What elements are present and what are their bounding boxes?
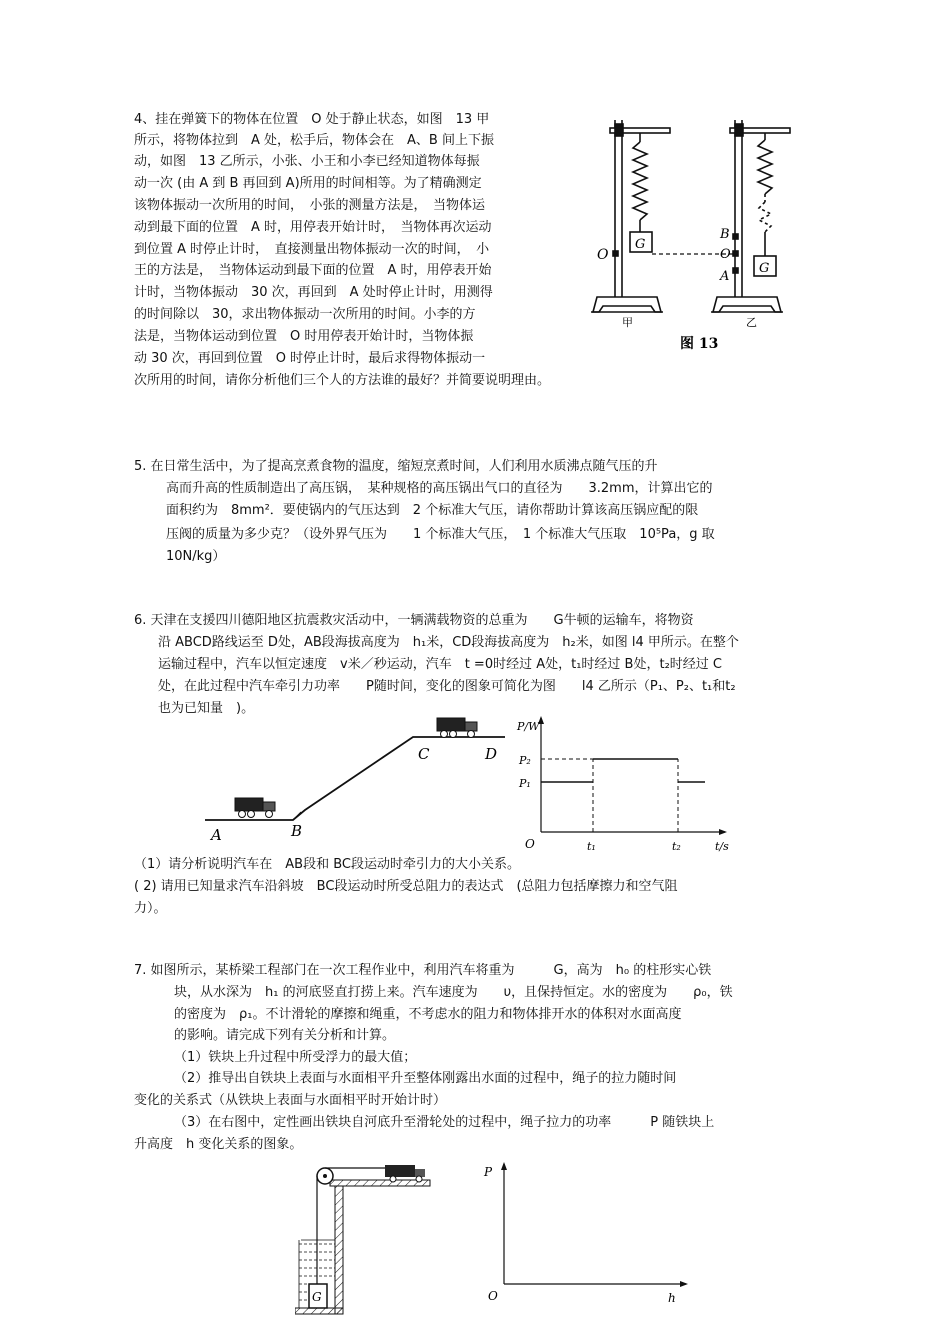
label-O-left: O [597, 247, 609, 263]
q4-line: 的时间除以 30，求出物体振动一次所用的时间。小李的方 [134, 307, 476, 322]
label-G-right: G [759, 261, 770, 276]
label-G-block: G [312, 1290, 322, 1304]
q6-line: 也为已知量 )。 [158, 701, 255, 716]
q4-line: 动到最下面的位置 A 时，用停表开始计时， 当物体再次运动 [134, 220, 492, 235]
label-A: A [720, 269, 730, 284]
road-label-B: B [291, 822, 303, 840]
q4-line: 法是，当物体运动到位置 O 时用停表开始计时，当物体振 [134, 329, 474, 344]
q7-line: （1）铁块上升过程中所受浮力的最大值； [174, 1050, 417, 1065]
q5-line: 5. 在日常生活中，为了提高烹煮食物的温度，缩短烹煮时间，人们利用水质沸点随气压的升 [134, 459, 658, 474]
axis-label-h: h [668, 1291, 676, 1305]
q4-line: 4、挂在弹簧下的物体在位置 O 处于静止状态，如图 13 甲 [134, 112, 490, 127]
x-tick-label: t₁ [587, 840, 596, 853]
q5-line: 高而升高的性质制造出了高压锅， 某种规格的高压锅出气口的直径为 3.2mm，计算出它的 [166, 481, 713, 496]
q4-line: 该物体振动一次所用的时间， 小张的测量方法是， 当物体运 [134, 198, 486, 213]
q6-line: 6. 天津在支援四川德阳地区抗震救灾活动中，一辆满载物资的总重为 G牛顿的运输车，将物资 [134, 613, 694, 628]
x-tick-label: t₂ [672, 840, 681, 853]
truck-on-bridge [385, 1165, 425, 1182]
axis-label-O: O [488, 1289, 498, 1303]
q6-sub1: （1）请分析说明汽车在 AB段和 BC段运动时牵引力的大小关系。 [134, 857, 520, 872]
y-axis-label: P/W [517, 720, 540, 733]
q6-line: 处，在此过程中汽车牵引力功率 P随时间，变化的图象可简化为图 l4 乙所示（P₁、P₂、t₁和t₂ [158, 679, 736, 694]
pier [335, 1186, 343, 1314]
figure-caption: 图 13 [680, 336, 719, 352]
q6-line: 运输过程中，汽车以恒定速度 v米／秒运动，汽车 t =0时经过 A处，t₁时经过 B处，t₂时经过 C [158, 657, 722, 672]
q7-line: （2）推导出自铁块上表面与水面相平升至整体刚露出水面的过程中，绳子的拉力随时间 [174, 1071, 677, 1086]
q7-line: 的密度为 ρ₁。不计滑轮的摩擦和绳重，不考虑水的阻力和物体排开水的体积对水面高度 [174, 1007, 682, 1022]
y-tick-label: P₂ [519, 754, 531, 767]
left-stand [591, 120, 670, 312]
q4-line: 计时，当物体振动 30 次，再回到 A 处时停止计时，用测得 [134, 285, 493, 300]
salvage-diagram [295, 1160, 445, 1320]
q4-line: 动，如图 13 乙所示，小张、小王和小李已经知道物体每振 [134, 154, 480, 169]
q4-line: 到位置 A 时停止计时， 直接测量出物体振动一次的时间， 小 [134, 242, 490, 257]
q7-line: 升高度 h 变化关系的图象。 [134, 1137, 303, 1152]
label-jia: 甲 [622, 316, 633, 329]
q6-line: 沿 ABCD路线运至 D处，AB段海拔高度为 h₁米，CD段海拔高度为 h₂米，如图 l4 甲所示。在整个 [158, 635, 739, 650]
q6-sub2-line: 力）。 [134, 901, 167, 916]
q6-sub2-line: ( 2) 请用已知量求汽车沿斜坡 BC段运动时所受总阻力的表达式 (总阻力包括摩擦力和空气阻 [134, 879, 678, 894]
q4-line: 所示，将物体拉到 A 处，松手后，物体会在 A、B 间上下振 [134, 133, 494, 148]
road-label-D: D [485, 745, 498, 763]
label-G-left: G [635, 237, 646, 252]
q4-line: 动 30 次，再回到位置 O 时停止计时，最后求得物体振动一 [134, 351, 486, 366]
riverbed [295, 1308, 343, 1314]
y-tick-label: P₁ [519, 777, 531, 790]
q4-line: 次所用的时间，请你分析他们三个人的方法谁的最好？并简要说明理由。 [134, 373, 551, 388]
q7-line: 的影响。请完成下列有关分析和计算。 [174, 1028, 396, 1043]
figure-14-road-diagram [205, 712, 515, 852]
road-label-A: A [211, 826, 222, 844]
q7-line: 变化的关系式（从铁块上表面与水面相平时开始计时） [134, 1093, 447, 1108]
q5-line: 10N/kg） [166, 549, 226, 564]
road-label-C: C [418, 745, 430, 763]
power-time-chart [515, 712, 750, 857]
label-O-right: O [720, 247, 731, 262]
label-yi: 乙 [746, 316, 757, 329]
q4-line: 动一次 (由 A 到 B 再回到 A)所用的时间相等。为了精确测定 [134, 176, 482, 191]
x-axis-label: t/s [715, 840, 729, 853]
q4-line: 王的方法是， 当物体运动到最下面的位置 A 时，用停表开始 [134, 263, 492, 278]
q5-line: 面积约为 8mm²．要使锅内的气压达到 2 个标准大气压，请你帮助计算该高压锅应配的限 [166, 503, 699, 518]
q7-line: 块，从水深为 h₁ 的河底竖直打捞上来。汽车速度为 υ，且保持恒定。水的密度为 ρ₀，铁 [174, 985, 733, 1000]
truck-on-ab [235, 798, 275, 818]
x-axis-arrow [719, 829, 727, 835]
label-B: B [720, 227, 730, 242]
figure-13-spring-diagram [585, 112, 825, 362]
truck-on-cd [437, 718, 477, 738]
q7-line: 7. 如图所示，某桥梁工程部门在一次工程作业中，利用汽车将重为 G，高为 h₀ 的柱形实心铁 [134, 963, 712, 978]
power-height-axes [478, 1160, 698, 1310]
q7-line: （3）在右图中，定性画出铁块自河底升至滑轮处的过程中，绳子拉力的功率 P 随铁块上 [174, 1115, 715, 1130]
axis-label-P: P [484, 1165, 493, 1179]
bridge-deck [330, 1180, 430, 1186]
q5-line: 压阀的质量为多少克？（设外界气压为 1 个标准大气压， 1 个标准大气压取 10⁵Pa，g 取 [166, 527, 715, 542]
origin-label: O [525, 837, 535, 851]
